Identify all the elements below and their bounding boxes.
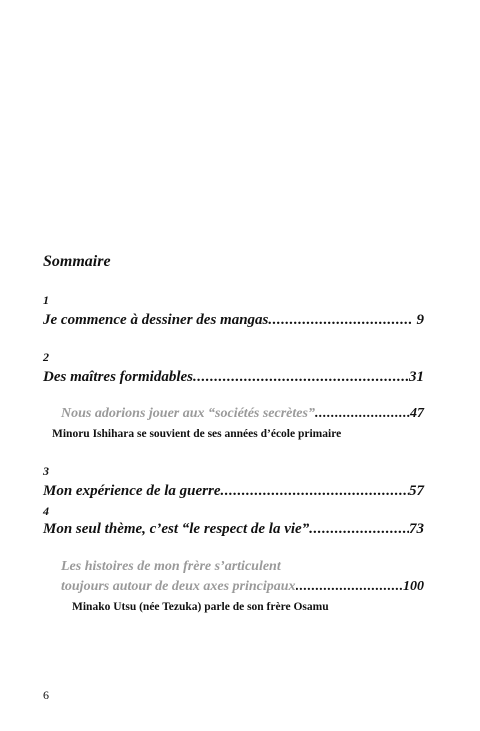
dot-leader [193,368,409,386]
toc-entry-chapter-4 [43,520,424,538]
chapter-number: 1 [43,293,49,307]
entry-page: 47 [410,406,424,421]
chapter-number: 3 [43,464,49,478]
page-number: 6 [43,688,49,702]
entry-page: 100 [403,579,424,594]
toc-entry-chapter-3 [43,482,424,500]
dot-leader [296,578,403,596]
interview-title-line-1: Les histoires de mon frère s’articulent [61,559,281,574]
toc-entry-interview-2 [61,578,424,596]
entry-page: 31 [409,369,424,385]
dot-leader [309,520,409,538]
interview-caption: Minoru Ishihara se souvient de ses années d’école primaire [52,428,342,440]
dot-leader [220,482,409,500]
entry-title: Je commence à dessiner des mangas [43,312,269,328]
toc-entry-chapter-2 [43,368,424,386]
dot-leader [268,311,410,329]
entry-title: Mon seul thème, c’est “le respect de la vie” [43,521,310,537]
chapter-number: 2 [43,350,49,364]
toc-entry-chapter-1 [43,311,424,329]
chapter-number: 4 [43,504,49,518]
entry-title: Mon expérience de la guerre [43,483,221,499]
entry-page: 9 [416,312,424,328]
entry-page: 73 [409,521,424,537]
entry-title: Nous adorions jouer aux “sociétés secrètes” [61,406,315,421]
entry-title: toujours autour de deux axes principaux [61,579,296,594]
dot-leader [315,405,410,423]
entry-page: 57 [409,483,424,499]
interview-caption: Minako Utsu (née Tezuka) parle de son frère Osamu [72,601,329,613]
entry-title: Des maîtres formidables [43,369,193,385]
contents-heading: Sommaire [43,253,111,270]
toc-entry-interview-1 [61,405,424,423]
